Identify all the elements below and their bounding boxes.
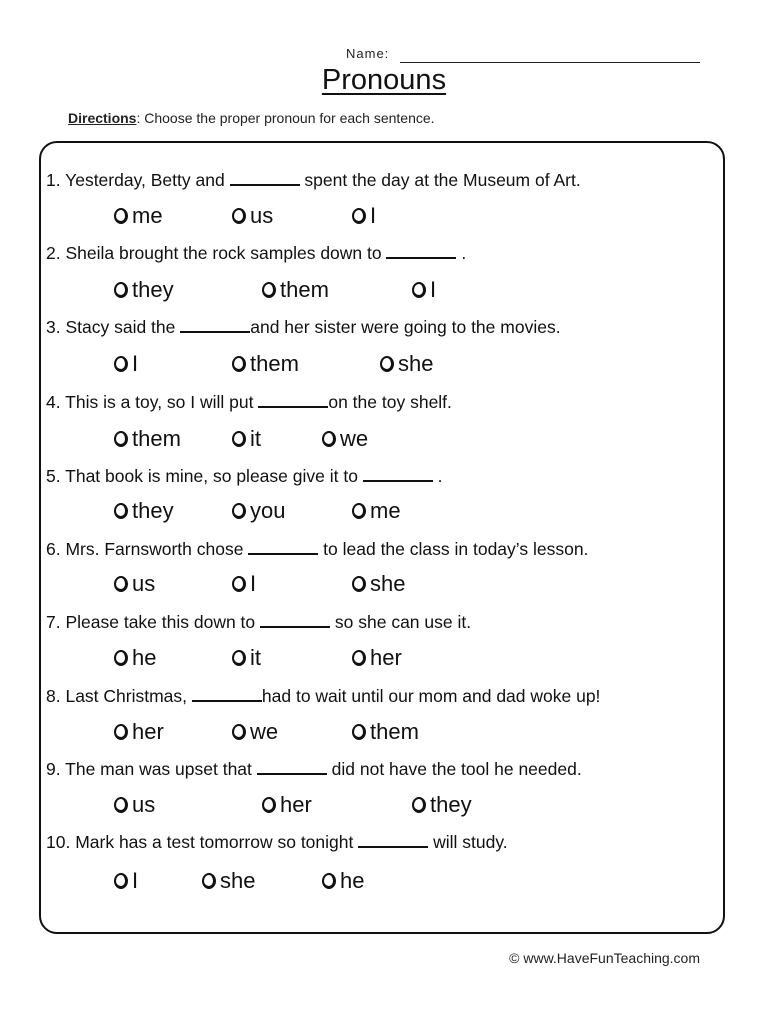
name-label: Name: — [346, 46, 390, 61]
question-text-end: on the toy shelf. — [328, 392, 452, 412]
question-8 — [46, 686, 600, 707]
radio-bubble-icon[interactable] — [114, 873, 128, 889]
radio-bubble-icon[interactable] — [114, 503, 128, 519]
question-text: 9. The man was upset that — [46, 759, 257, 779]
option-6-1[interactable] — [114, 571, 155, 597]
option-label: she — [220, 868, 256, 893]
option-label: I — [132, 351, 139, 376]
question-text-end: . — [456, 243, 467, 263]
option-label: they — [132, 498, 174, 523]
option-label: I — [430, 277, 437, 302]
question-text: 2. Sheila brought the rock samples down to — [46, 243, 387, 263]
radio-bubble-icon[interactable] — [114, 797, 128, 813]
option-10-1[interactable] — [114, 868, 138, 894]
question-text-end: did not have the tool he needed. — [326, 759, 582, 779]
question-4 — [46, 392, 452, 413]
question-3 — [46, 317, 561, 338]
radio-bubble-icon[interactable] — [322, 431, 336, 447]
option-10-2[interactable] — [202, 868, 255, 894]
option-label: she — [370, 571, 406, 596]
question-1 — [46, 170, 581, 191]
question-text: 8. Last Christmas, — [46, 686, 192, 706]
option-label: us — [250, 203, 274, 228]
option-8-2[interactable] — [232, 719, 278, 745]
answer-blank[interactable] — [358, 846, 428, 848]
radio-bubble-icon[interactable] — [232, 724, 246, 740]
page-title: Pronouns — [321, 64, 447, 96]
question-text-end: spent the day at the Museum of Art. — [299, 170, 581, 190]
radio-bubble-icon[interactable] — [232, 503, 246, 519]
option-label: us — [132, 571, 156, 596]
radio-bubble-icon[interactable] — [232, 208, 246, 224]
question-2 — [46, 243, 466, 264]
radio-bubble-icon[interactable] — [114, 650, 128, 666]
option-8-3[interactable] — [352, 719, 419, 745]
answer-blank[interactable] — [192, 700, 262, 702]
option-9-2[interactable] — [262, 792, 312, 818]
directions-text: : Choose the proper pronoun for each sentence. — [136, 110, 435, 126]
option-7-3[interactable] — [352, 645, 402, 671]
radio-bubble-icon[interactable] — [322, 873, 336, 889]
option-4-2[interactable] — [232, 426, 261, 452]
question-text-end: . — [432, 466, 443, 486]
answer-blank[interactable] — [260, 626, 330, 628]
option-2-3[interactable] — [412, 277, 436, 303]
option-label: it — [250, 645, 261, 670]
option-10-3[interactable] — [322, 868, 364, 894]
answer-blank[interactable] — [248, 553, 318, 555]
option-1-1[interactable] — [114, 203, 163, 229]
option-label: them — [132, 426, 181, 451]
option-3-1[interactable] — [114, 351, 138, 377]
radio-bubble-icon[interactable] — [380, 356, 394, 372]
radio-bubble-icon[interactable] — [412, 282, 426, 298]
question-text: 4. This is a toy, so I will put — [46, 392, 259, 412]
answer-blank[interactable] — [257, 773, 327, 775]
radio-bubble-icon[interactable] — [114, 724, 128, 740]
radio-bubble-icon[interactable] — [232, 356, 246, 372]
name-field — [346, 46, 706, 61]
option-label: I — [250, 571, 257, 596]
radio-bubble-icon[interactable] — [352, 503, 366, 519]
option-label: he — [132, 645, 157, 670]
option-label: I — [132, 868, 139, 893]
question-6 — [46, 539, 588, 560]
option-7-2[interactable] — [232, 645, 261, 671]
option-1-3[interactable] — [352, 203, 376, 229]
option-4-3[interactable] — [322, 426, 368, 452]
radio-bubble-icon[interactable] — [262, 282, 276, 298]
answer-blank[interactable] — [180, 331, 250, 333]
radio-bubble-icon[interactable] — [232, 431, 246, 447]
radio-bubble-icon[interactable] — [114, 431, 128, 447]
name-line[interactable] — [400, 62, 700, 63]
option-label: they — [430, 792, 472, 817]
radio-bubble-icon[interactable] — [114, 576, 128, 592]
question-5 — [46, 466, 443, 487]
option-4-1[interactable] — [114, 426, 181, 452]
option-label: they — [132, 277, 174, 302]
answer-blank[interactable] — [363, 480, 433, 482]
option-label: I — [370, 203, 377, 228]
question-text-end: had to wait until our mom and dad woke up! — [261, 686, 601, 706]
option-label: them — [250, 351, 299, 376]
option-3-2[interactable] — [232, 351, 299, 377]
radio-bubble-icon[interactable] — [232, 576, 246, 592]
question-text: 6. Mrs. Farnsworth chose — [46, 539, 249, 559]
radio-bubble-icon[interactable] — [114, 208, 128, 224]
question-text: 1. Yesterday, Betty and — [46, 170, 230, 190]
radio-bubble-icon[interactable] — [352, 208, 366, 224]
answer-blank[interactable] — [386, 257, 456, 259]
option-label: me — [370, 498, 401, 523]
question-text-end: so she can use it. — [330, 612, 472, 632]
option-9-1[interactable] — [114, 792, 155, 818]
option-8-1[interactable] — [114, 719, 164, 745]
question-text-end: to lead the class in today’s lesson. — [318, 539, 589, 559]
option-label: them — [280, 277, 329, 302]
answer-blank[interactable] — [258, 406, 328, 408]
option-6-2[interactable] — [232, 571, 256, 597]
question-10 — [46, 832, 508, 853]
option-label: me — [132, 203, 163, 228]
option-5-1[interactable] — [114, 498, 174, 524]
question-9 — [46, 759, 582, 780]
question-text-end: will study. — [428, 832, 508, 852]
question-text: 10. Mark has a test tomorrow so tonight — [46, 832, 359, 852]
option-9-3[interactable] — [412, 792, 472, 818]
directions-label: Directions — [68, 110, 137, 126]
option-label: he — [340, 868, 365, 893]
radio-bubble-icon[interactable] — [352, 724, 366, 740]
option-label: them — [370, 719, 419, 744]
copyright-footer: © www.HaveFunTeaching.com — [509, 950, 700, 966]
question-text-end: and her sister were going to the movies. — [250, 317, 561, 337]
radio-bubble-icon[interactable] — [352, 650, 366, 666]
option-1-2[interactable] — [232, 203, 273, 229]
question-7 — [46, 612, 471, 633]
radio-bubble-icon[interactable] — [202, 873, 216, 889]
radio-bubble-icon[interactable] — [262, 797, 276, 813]
radio-bubble-icon[interactable] — [114, 282, 128, 298]
option-label: we — [250, 719, 279, 744]
question-text: 7. Please take this down to — [46, 612, 261, 632]
option-label: we — [340, 426, 369, 451]
option-label: it — [250, 426, 261, 451]
option-2-2[interactable] — [262, 277, 329, 303]
option-label: her — [132, 719, 164, 744]
radio-bubble-icon[interactable] — [412, 797, 426, 813]
option-3-3[interactable] — [380, 351, 433, 377]
option-label: her — [370, 645, 402, 670]
answer-blank[interactable] — [230, 184, 300, 186]
option-5-3[interactable] — [352, 498, 401, 524]
option-label: she — [398, 351, 434, 376]
radio-bubble-icon[interactable] — [114, 356, 128, 372]
question-text: 5. That book is mine, so please give it to — [46, 466, 363, 486]
option-7-1[interactable] — [114, 645, 156, 671]
radio-bubble-icon[interactable] — [352, 576, 366, 592]
option-label: us — [132, 792, 156, 817]
option-label: her — [280, 792, 312, 817]
question-text: 3. Stacy said the — [46, 317, 181, 337]
option-label: you — [250, 498, 286, 523]
option-5-2[interactable] — [232, 498, 285, 524]
directions — [68, 110, 435, 126]
option-6-3[interactable] — [352, 571, 405, 597]
option-2-1[interactable] — [114, 277, 174, 303]
radio-bubble-icon[interactable] — [232, 650, 246, 666]
